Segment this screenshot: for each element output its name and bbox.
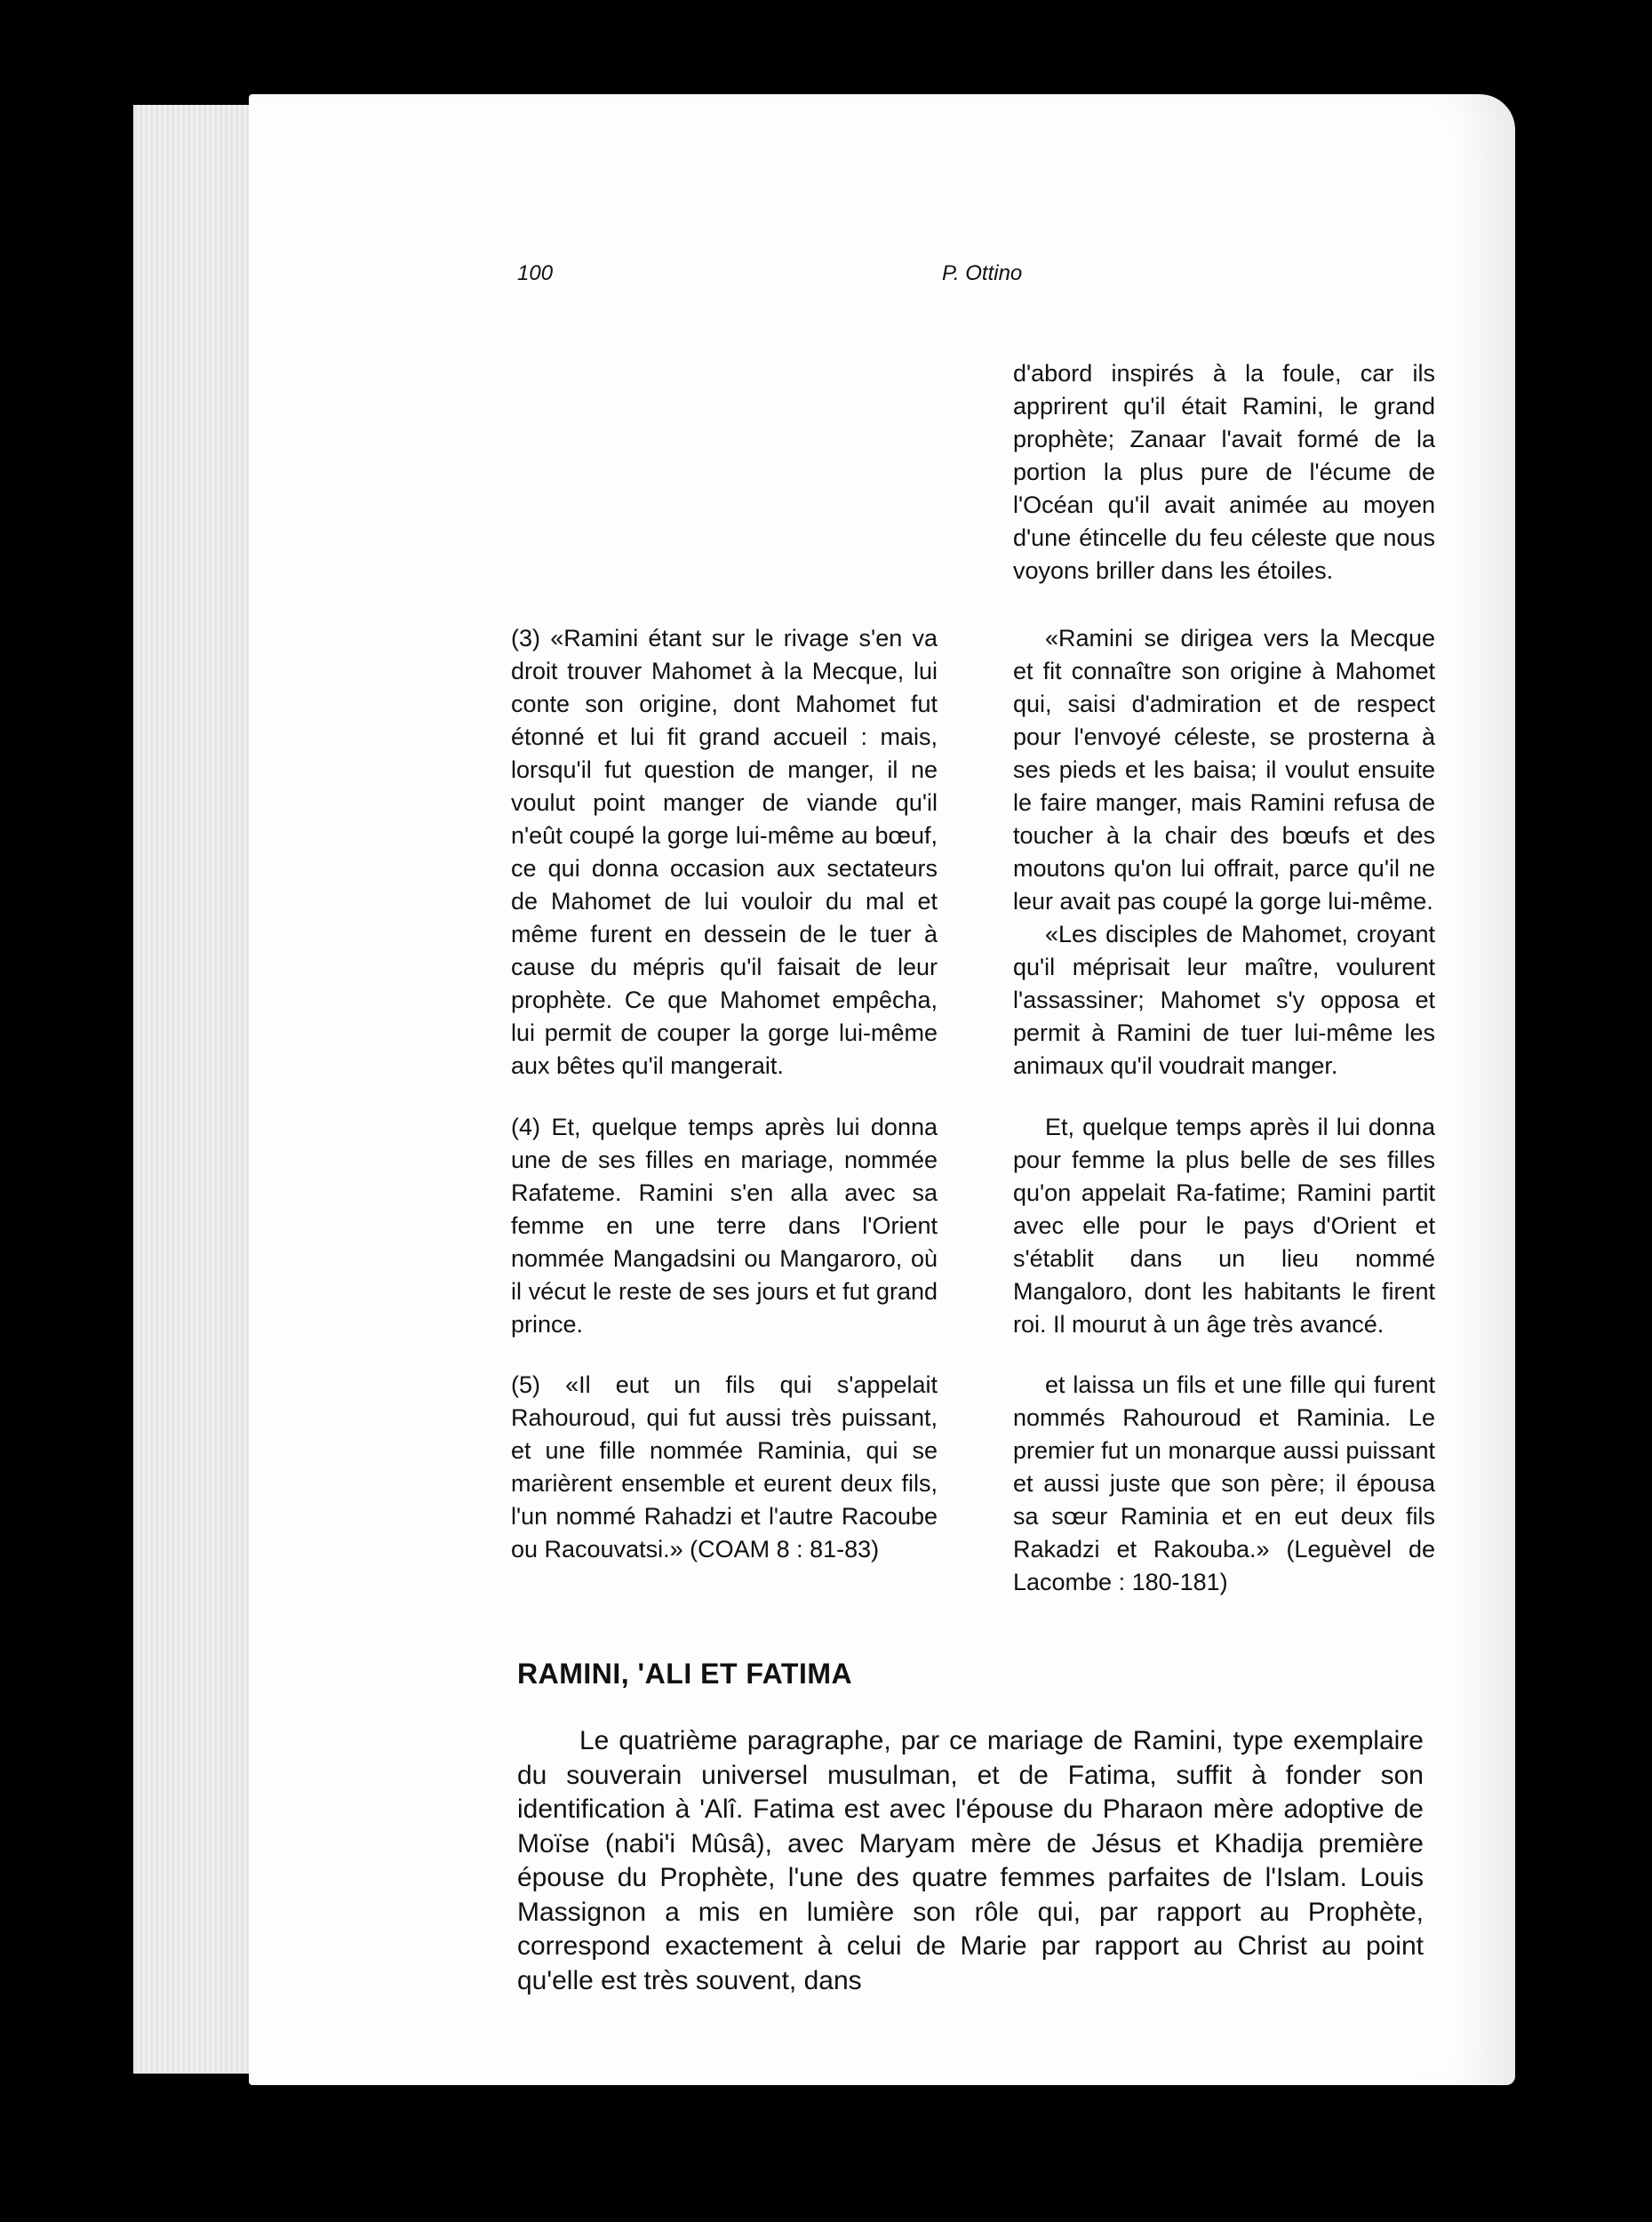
left-paragraph-4: (4) Et, quelque temps après lui donna une de ses filles en mariage, nommée Rafateme. Ramini s'en alla avec sa femme en une terre dans l'Orient nommée Mangadsini ou Mangaroro, où il vécut le reste de ses jours et fut grand prince. [511,1114,938,1338]
right-column-middle [1013,622,1435,1083]
page-number: 100 [517,261,554,285]
running-head-author: P. Ottino [942,261,1023,285]
left-column-p4 [511,1111,938,1341]
section-body [517,1724,1424,1998]
left-column-p3 [511,622,938,1083]
right-column-top [1013,357,1435,587]
right-paragraph-5: et laissa un fils et une fille qui furent nommés Rahouroud et Raminia. Le premier fut un monarque aussi puissant et aussi juste que son père; il épousa sa sœur Raminia et en eut deux fils Rakadzi et Rakouba.» (Leguèvel de Lacombe : 180-181) [1013,1371,1435,1595]
right-paragraph-4: Et, quelque temps après il lui donna pour femme la plus belle de ses filles qu'on appelait Ra-fatime; Ramini partit avec elle pour le pays d'Orient et s'établit dans un lieu nommé Mangaloro, dont les habitants le firent roi. Il mourut à un âge très avancé. [1013,1114,1435,1338]
right-column-p4 [1013,1111,1435,1341]
left-paragraph-3: (3) «Ramini étant sur le rivage s'en va droit trouver Mahomet à la Mecque, lui conte son origine, dont Mahomet fut étonné et lui fit grand accueil : mais, lorsqu'il fut question de manger, il ne voulut point manger de viande qu'il n'eût coupé la gorge lui-même au bœuf, ce qui donna occasion aux sectateurs de Mahomet de lui vouloir du mal et même furent en dessein de le tuer à cause du mépris qu'il faisait de leur prophète. Ce que Mahomet empêcha, lui permit de couper la gorge lui-même aux bêtes qu'il mangerait. [511,625,938,1079]
section-body-paragraph: Le quatrième paragraphe, par ce mariage de Ramini, type exemplaire du souverain universel musulman, et de Fatima, suffit à fonder son identification à 'Alî. Fatima est avec l'épouse du Pharaon mère adoptive de Moïse (nabi'i Mûsâ), avec Maryam mère de Jésus et Khadija première épouse du Prophète, l'une des quatre femmes parfaites de l'Islam. Louis Massignon a mis en lumière son rôle qui, par rapport au Prophète, correspond exactement à celui de Marie par rapport au Christ au point qu'elle est très souvent, dans [517,1726,1424,1995]
right-column-p5 [1013,1369,1435,1599]
left-paragraph-5: (5) «Il eut un fils qui s'appelait Rahouroud, qui fut aussi très puissant, et une fille nommée Raminia, qui se marièrent ensemble et eurent deux fils, l'un nommé Rahadzi et l'autre Racoube ou Racouvatsi.» (COAM 8 : 81-83) [511,1371,938,1563]
right-paragraph-3: «Les disciples de Mahomet, croyant qu'il méprisait leur maître, voulurent l'assassiner; Mahomet s'y opposa et permit à Ramini de tuer lui-même les animaux qu'il voudrait manger. [1013,921,1435,1079]
page-stack-edges [133,105,258,2074]
section-heading: RAMINI, 'ALI ET FATIMA [517,1658,853,1690]
right-paragraph-2: «Ramini se dirigea vers la Mecque et fit connaître son origine à Mahomet qui, saisi d'admiration et de respect pour l'envoyé céleste, se prosterna à ses pieds et les baisa; il voulut ensuite le faire manger, mais Ramini refusa de toucher à la chair des bœufs et des moutons qu'on lui offrait, parce qu'il ne leur avait pas coupé la gorge lui-même. [1013,625,1435,915]
right-paragraph-1: d'abord inspirés à la foule, car ils apprirent qu'il était Ramini, le grand prophète; Zanaar l'avait formé de la portion la plus pure de l'écume de l'Océan qu'il avait animée au moyen d'une étincelle du feu céleste que nous voyons briller dans les étoiles. [1013,360,1435,584]
left-column-p5 [511,1369,938,1566]
